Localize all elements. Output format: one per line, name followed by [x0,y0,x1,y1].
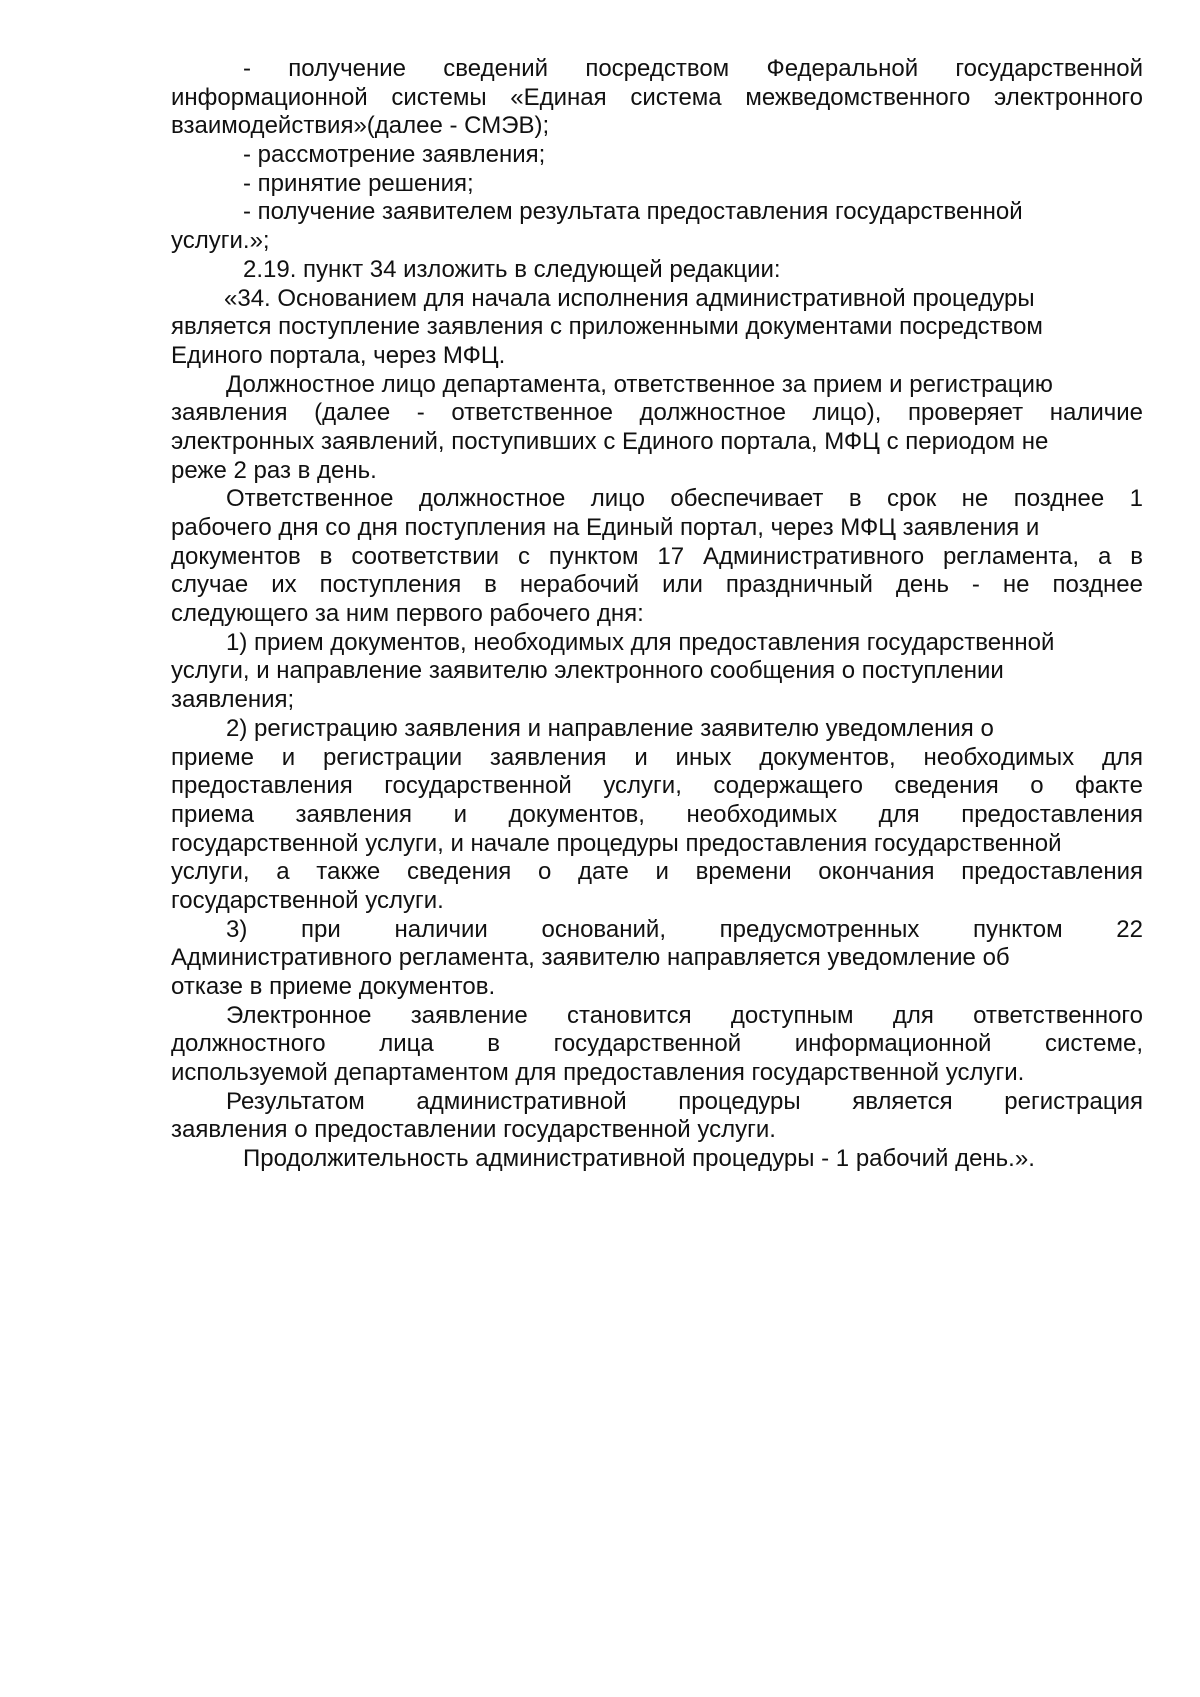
text-line: случае их поступления в нерабочий или праздничный день - не позднее [171,571,1143,599]
text-line: заявления о предоставлении государственной услуги. [171,1116,776,1144]
text-line: приеме и регистрации заявления и иных документов, необходимых для [171,743,1143,771]
text-line: 2.19. пункт 34 изложить в следующей редакции: [243,255,781,283]
text-line: - принятие решения; [243,169,474,197]
text-line: должностного лица в государственной информационной системе, [171,1030,1143,1058]
text-line: электронных заявлений, поступивших с Единого портала, МФЦ с периодом не [171,427,1049,455]
text-line: приема заявления и документов, необходимых для предоставления [171,800,1143,828]
text-line: услуги, а также сведения о дате и времени окончания предоставления [171,858,1143,886]
text-line: предоставления государственной услуги, содержащего сведения о факте [171,772,1143,800]
text-line: используемой департаментом для предоставления государственной услуги. [171,1059,1025,1087]
text-line: 3) при наличии оснований, предусмотренных пунктом 22 [226,915,1143,943]
text-line: Единого портала, через МФЦ. [171,341,506,369]
text-line: рабочего дня со дня поступления на Единый портал, через МФЦ заявления и [171,514,1040,541]
text-line: Электронное заявление становится доступным для ответственного [226,1001,1143,1029]
text-line: «34. Основанием для начала исполнения административной процедуры [224,284,1035,312]
text-line: заявления; [171,686,295,714]
text-line: взаимодействия»(далее - СМЭВ); [171,112,550,140]
text-line: реже 2 раз в день. [171,456,377,484]
text-line: 1) прием документов, необходимых для предоставления государственной [226,628,1055,656]
text-line: заявления (далее - ответственное должностное лицо), проверяет наличие [171,399,1143,427]
text-line: Должностное лицо департамента, ответственное за прием и регистрацию [226,370,1053,398]
text-line: государственной услуги. [171,886,444,914]
document-body [171,55,1143,1174]
text-line: услуги.»; [171,227,270,255]
text-line: Результатом административной процедуры является регистрация [226,1087,1143,1115]
text-line: - получение заявителем результата предоставления государственной [243,198,1023,226]
text-line: - рассмотрение заявления; [243,141,546,169]
text-line: является поступление заявления с приложенными документами посредством [171,313,1043,341]
text-line: следующего за ним первого рабочего дня: [171,600,644,628]
text-line: государственной услуги, и начале процедуры предоставления государственной [171,829,1062,857]
text-line: Ответственное должностное лицо обеспечивает в срок не позднее 1 [226,485,1143,513]
text-line: - получение сведений посредством Федеральной государственной [243,55,1143,82]
text-line: информационной системы «Единая система межведомственного электронного [171,83,1143,111]
text-line: 2) регистрацию заявления и направление заявителю уведомления о [226,714,994,742]
text-line: Административного регламента, заявителю направляется уведомление об [171,944,1010,972]
text-line: отказе в приеме документов. [171,973,496,1000]
text-line: Продолжительность административной процедуры - 1 рабочий день.». [243,1145,1035,1173]
text-line: документов в соответствии с пунктом 17 Административного регламента, а в [171,542,1143,570]
text-line: услуги, и направление заявителю электронного сообщения о поступлении [171,657,1004,685]
